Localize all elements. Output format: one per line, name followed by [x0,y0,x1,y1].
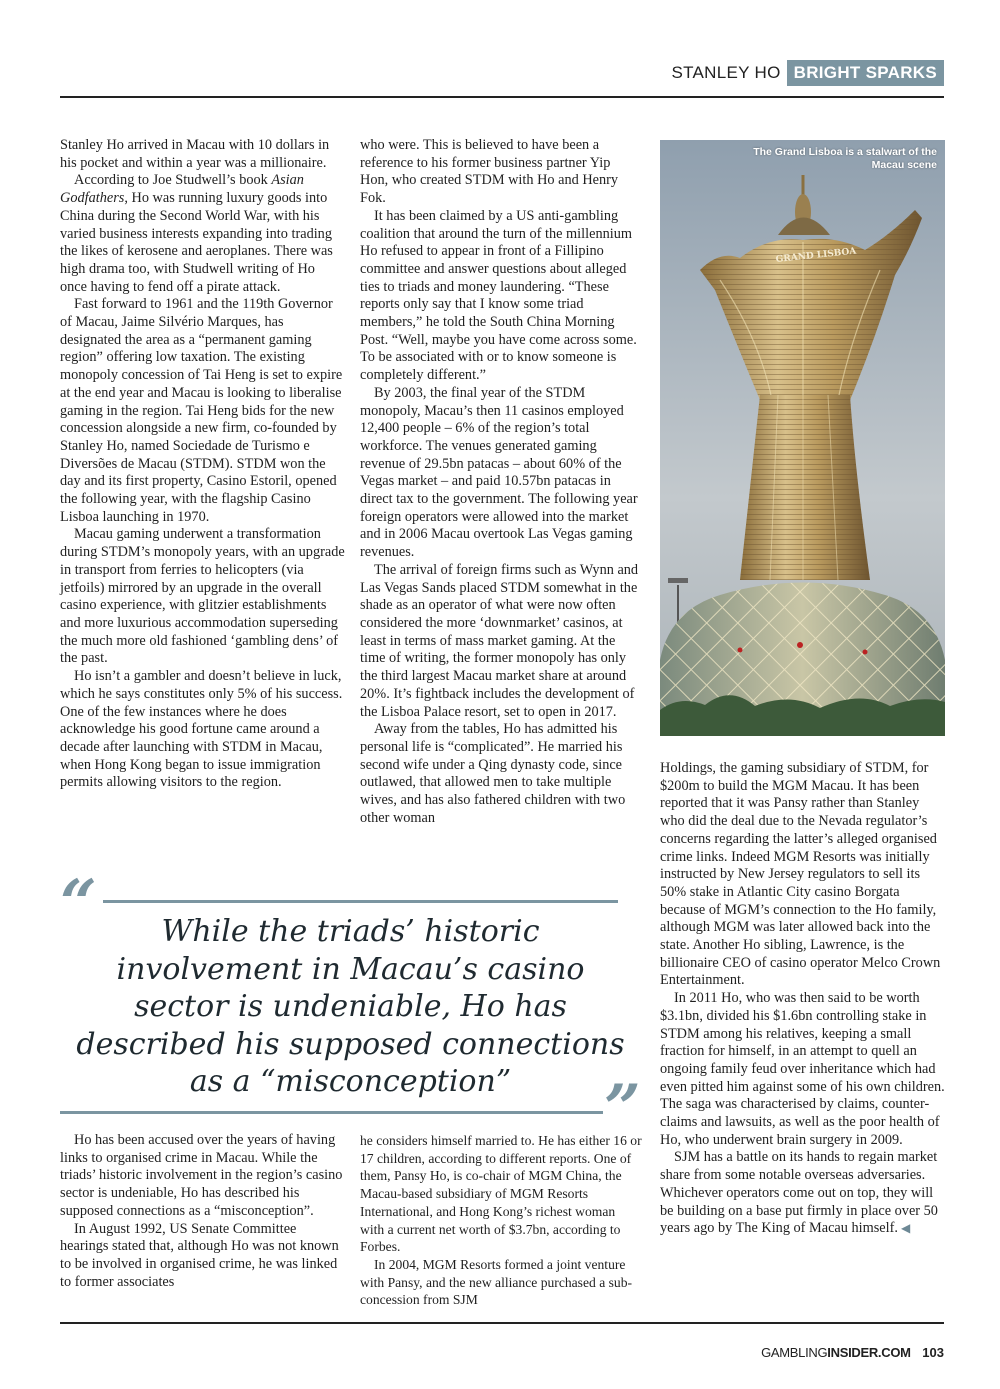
grand-lisboa-illustration [660,140,945,736]
top-rule [60,96,944,98]
pullquote-rule-top [103,900,618,903]
paragraph: Macau gaming underwent a transformation during STDM’s monopoly years, with an upgrade in transport from ferries to helicopters (via jetfoils) mirrored by an upgrade in the overall casino experience, with glitzier establishments and more luxurious accommodation superseding the much more old fashioned ‘gambling dens’ of the past. [60,526,345,667]
grand-lisboa-photo [660,140,945,736]
header-section-badge: BRIGHT SPARKS [787,60,944,86]
end-of-article-icon: ◀ [900,1221,911,1236]
book-title: Asian Godfathers [60,172,304,207]
paragraph: By 2003, the final year of the STDM monopoly, Macau’s then 11 casinos employed 12,400 people – 6% of the region’s total workforce. The venues generated gaming revenue of 29.5bn patacas – about 60% of the Vegas market – and paid 10.57bn patacas in direct tax to the government. The following year foreign operators were allowed into the market and in 2006 Macau overtook Las Vegas gaming revenues. [360,384,638,561]
building-sign: GRAND LISBOA [775,246,857,265]
open-quote-icon: “ [60,866,97,941]
article-column-1-lower [60,1132,345,1291]
page-header [671,59,944,87]
page-number: 103 [922,1345,944,1360]
paragraph: who were. This is believed to have been a reference to his former business partner Yip Hon, who created STDM with Ho and Henry Fok. [360,137,619,207]
pullquote-rule-bottom [60,1111,603,1114]
article-column-2 [360,137,642,827]
paragraph: SJM has a battle on its hands to regain market share from some notable overseas adversaries. Whichever operators come out on top, they will be building on a base put firmly in place over 50 years ago by The King of Macau himself. ◀ [660,1149,938,1237]
paragraph: Holdings, the gaming subsidiary of STDM, for $200m to build the MGM Macau. It has been reported that it was Pansy rather than Stanley who did the deal due to the Nevada regulator’s concerns regarding the latter’s alleged organised crime links. Indeed MGM Resorts was initially instructed by New Jersey regulators to sell its 50% stake in Atlantic City casino Borgata because of MGM’s connection to the Ho family, although MGM was later allowed back into the state. Another Ho sibling, Lawrence, is the billionaire CEO of casino operator Melco Crown Entertainment. [660,760,941,989]
article-column-3 [660,760,945,1238]
footer-site: GAMBLINGINSIDER.COM [761,1345,911,1360]
page-footer [761,1345,944,1360]
paragraph: Ho has been accused over the years of having links to organised crime in Macau. While the triads’ historic involvement in the region’s casino sector is undeniable, Ho has described his supposed connections as a “misconception”. [60,1132,343,1219]
paragraph: In August 1992, US Senate Committee hearings stated that, although Ho was not known to be involved in organised crime, he was linked to former associates [60,1220,339,1290]
paragraph: he considers himself married to. He has either 16 or 17 children, according to different reports. One of them, Pansy Ho, is co-chair of MGM China, the Macau-based subsidiary of MGM Resorts International, and Hong Kong’s richest woman with a current net worth of $3.7bn, according to Forbes. [360,1133,642,1255]
paragraph: According to Joe Studwell’s book Asian Godfathers, Ho was running luxury goods into China during the Second World War, with his varied business interests expanding into trading the likes of kerosene and aeroplanes. There was high drama too, with Studwell writing of Ho once having to fend off a pirate attack. [60,172,333,295]
paragraph: Stanley Ho arrived in Macau with 10 dollars in his pocket and within a year was a millionaire. [60,137,330,171]
pullquote: While the triads’ historic involvement in Macau’s casino sector is undeniable, Ho has described his supposed connections as a “misconception” [76,914,625,1099]
paragraph: It has been claimed by a US anti-gambling coalition that around the turn of the millennium Ho refused to appear in front of a Fillipino committee and answer questions about alleged ties to triads and money laundering. “These reports only say that I know some triad members,” he told the South China Morning Post. “Well, maybe you have come across some. To be associated with or to know someone is completely different.” [360,207,637,384]
paragraph: Ho isn’t a gambler and doesn’t believe in luck, which he says constitutes only 5% of his success. One of the few instances where he does acknowledge his good fortune came around a decade after launching with STDM in Macau, when Hong Kong began to issue immigration permits allowing visitors to the region. [60,668,343,791]
paragraph: Fast forward to 1961 and the 119th Governor of Macau, Jaime Silvério Marques, has designated the area as a “permanent gaming region” offering low taxation. The existing monopoly concession of Tai Heng is set to expire at the end year and Macau is looking to liberalise gaming in the region. Tai Heng bids for the new concession alongside a new firm, co-founded by Stanley Ho, named Sociedade de Turismo e Diversões de Macau (STDM). STDM won the day and its first property, Casino Estoril, opened the following year, with the flagship Casino Lisboa launching in 1970. [60,296,343,525]
paragraph: In 2011 Ho, who was then said to be worth $3.1bn, divided his $1.6bn controlling stake in STDM among his relatives, keeping a small fraction for himself, in an attempt to quell an ongoing family feud over inheritance which had even pitted him against some of his own children. The saga was characterised by claims, counter-claims and lawsuits, as well as the poor health of Ho, who underwent brain surgery in 2009. [660,990,945,1148]
paragraph: Away from the tables, Ho has admitted his personal life is “complicated”. He married his second wife under a Qing dynasty code, since outlawed, that allowed men to take multiple wives, and has also fathered children with two other woman [360,721,626,826]
article-column-2-lower [360,1132,642,1309]
header-subject: STANLEY HO [671,63,781,82]
close-quote-icon: ” [604,1071,641,1146]
photo-caption: The Grand Lisboa is a stalwart of the Macau scene [753,146,937,171]
paragraph: In 2004, MGM Resorts formed a joint venture with Pansy, and the new alliance purchased a sub-concession from SJM [360,1256,633,1308]
paragraph: The arrival of foreign firms such as Wynn and Las Vegas Sands placed STDM somewhat in the shade as an operator of what were now often considered the more ‘downmarket’ casinos, at least in terms of mass market gaming. At the time of writing, the former monopoly has only the third largest Macau market share at around 20%. It’s fightback includes the development of the Lisboa Palace resort, set to open in 2017. [360,561,639,720]
bottom-rule [60,1322,944,1324]
article-column-1 [60,137,345,792]
